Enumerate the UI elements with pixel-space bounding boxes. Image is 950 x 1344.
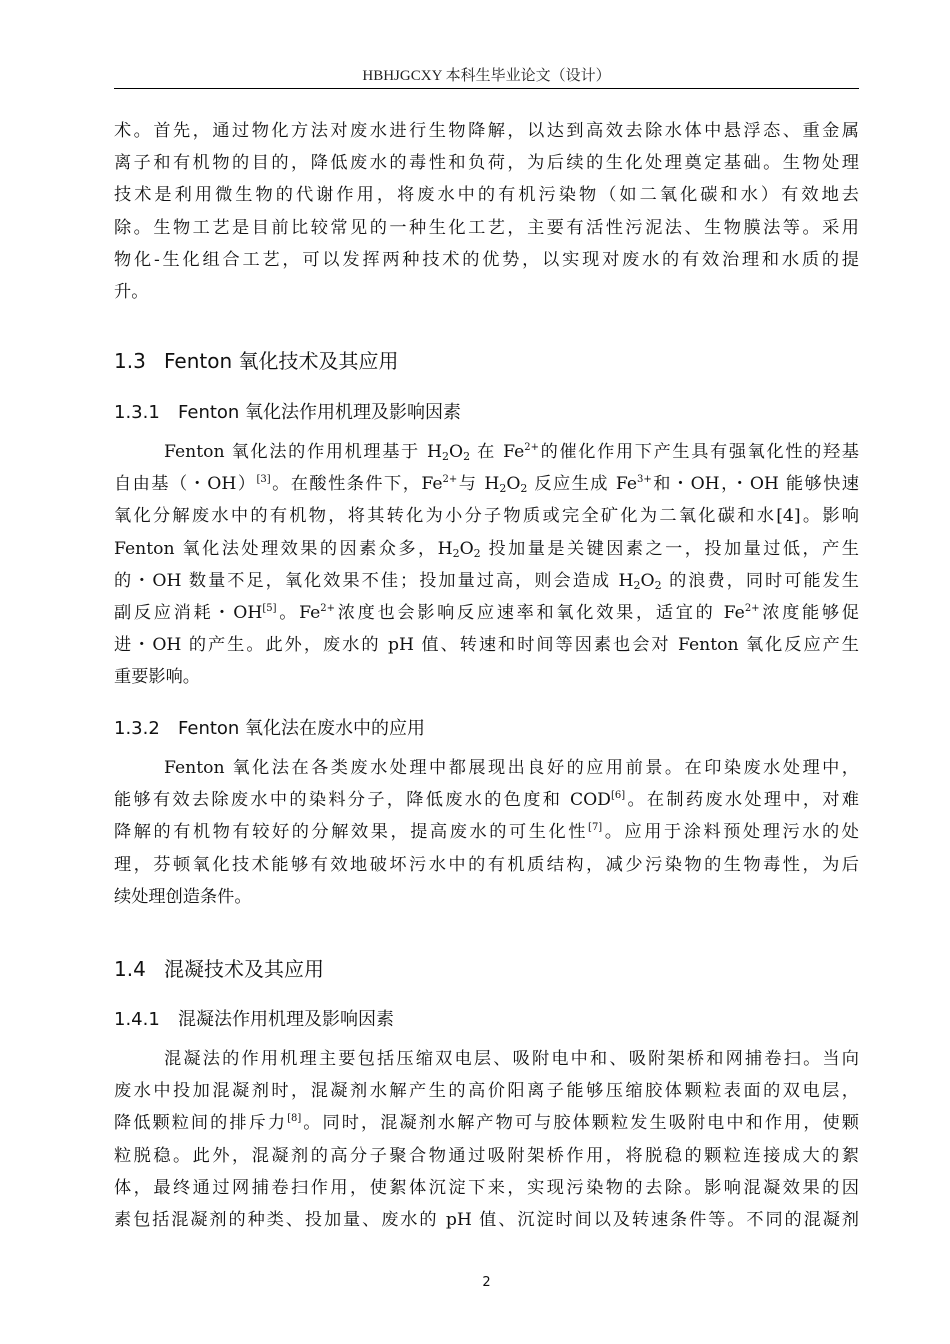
paragraph-line: 降解的有机物有较好的分解效果，提高废水的可生化性[7]。应用于涂料预处理污水的处	[114, 822, 859, 843]
superscript: 2+	[442, 474, 458, 486]
heading-title: 混凝法作用机理及影响因素	[178, 1009, 394, 1030]
paragraph-line: 体，最终通过网捕卷扫作用，使絮体沉淀下来，实现污染物的去除。影响混凝效果的因	[114, 1177, 859, 1198]
heading-title: 混凝技术及其应用	[164, 957, 324, 981]
subscript: 2	[473, 546, 481, 560]
superscript: 2+	[744, 603, 760, 614]
paragraph-line: 物化-生化组合工艺，可以发挥两种技术的优势，以实现对废水的有效治理和水质的提	[114, 249, 859, 270]
heading-title: Fenton 氧化法在废水中的应用	[178, 718, 426, 739]
superscript: [5]	[262, 603, 277, 614]
paragraph-line: 除。生物工艺是目前比较常见的一种生化工艺，主要有活性污泥法、生物膜法等。采用	[114, 217, 859, 238]
paragraph-line: 重要影响。	[114, 667, 200, 688]
paragraph-line: 粒脱稳。此外，混凝剂的高分子聚合物通过吸附架桥作用，将脱稳的颗粒连接成大的絮	[114, 1145, 859, 1166]
page-number: 2	[482, 1275, 491, 1290]
paragraph-line: 术。首先，通过物化方法对废水进行生物降解，以达到高效去除水体中悬浮态、重金属	[114, 121, 859, 141]
superscript: 2+	[524, 442, 539, 453]
subscript: 2	[499, 482, 507, 496]
heading-number: 1.3.2	[114, 718, 160, 739]
subscript: 2	[520, 482, 528, 496]
paragraph-line: 副反应消耗・OH[5]。$Fe^{2+}$浓度也会影响反应速率和氧化效果，适宜的 $Fe^{2+}$浓度能够促	[114, 603, 859, 623]
paragraph-line: 能够有效去除废水中的染料分子，降低废水的色度和 COD[6]。在制药废水处理中，对难	[114, 790, 859, 811]
subscript: 2	[633, 578, 641, 592]
paragraph-line: 进・OH 的产生。此外，废水的 pH 值、转速和时间等因素也会对 Fenton 氧化反应产生	[114, 635, 859, 656]
paragraph-line: 混凝法的作用机理主要包括压缩双电层、吸附电中和、吸附架桥和网捕卷扫。当向	[164, 1049, 859, 1069]
paragraph-line: 降低颗粒间的排斥力[8]。同时，混凝剂水解产物可与胶体颗粒发生吸附电中和作用，使颗	[114, 1113, 859, 1134]
superscript: 2+	[320, 603, 336, 614]
heading-number: 1.3	[114, 349, 146, 373]
page-header: HBHJGCXY 本科生毕业论文（设计）	[114, 66, 859, 89]
subscript: 2	[654, 578, 662, 592]
paragraph-line: 废水中投加混凝剂时，混凝剂水解产生的高价阳离子能够压缩胶体颗粒表面的双电层，	[114, 1081, 859, 1102]
heading-title: Fenton 氧化技术及其应用	[164, 349, 399, 373]
heading-title: Fenton 氧化法作用机理及影响因素	[178, 402, 462, 423]
paragraph-line: 续处理创造条件。	[114, 886, 252, 907]
subsection-heading	[114, 398, 461, 424]
paragraph-line: 离子和有机物的目的，降低废水的毒性和负荷，为后续的生化处理奠定基础。生物处理	[114, 153, 859, 174]
paragraph-line: Fenton 氧化法处理效果的因素众多，$H_2O_2$ 投加量是关键因素之一，投加量过低，产生	[114, 538, 859, 560]
section-heading	[114, 953, 324, 982]
paragraph-line: 理，芬顿氧化技术能够有效地破坏污水中的有机质结构，减少污染物的生物毒性，为后	[114, 854, 859, 875]
heading-number: 1.4	[114, 957, 146, 981]
paragraph-line: 氧化分解废水中的有机物，将其转化为小分子物质或完全矿化为二氧化碳和水[4]。影响	[114, 506, 859, 527]
paragraph-line: Fenton 氧化法的作用机理基于 $H_2O_2$ 在 $Fe^{2+}$的催化作用下产生具有强氧化性的羟基	[164, 442, 859, 463]
subscript: 2	[441, 450, 449, 463]
paragraph-line: 素包括混凝剂的种类、投加量、废水的 pH 值、沉淀时间以及转速条件等。不同的混凝剂	[114, 1210, 859, 1230]
subscript: 2	[463, 450, 471, 463]
heading-number: 1.4.1	[114, 1009, 160, 1030]
subscript: 2	[452, 546, 460, 560]
paragraph-line: 技术是利用微生物的代谢作用，将废水中的有机污染物（如二氧化碳和水）有效地去	[114, 185, 859, 206]
paragraph-line: 升。	[114, 282, 149, 302]
subsection-heading	[114, 1005, 394, 1031]
heading-number: 1.3.1	[114, 402, 160, 423]
superscript: [7]	[588, 822, 603, 834]
superscript: [8]	[287, 1113, 302, 1125]
superscript: [6]	[610, 790, 626, 802]
paragraph-line: 自由基（・OH）[3]。在酸性条件下，$Fe^{2+}$与 $H_2O_2$ 反应生成 $Fe^{3+}$和・OH，・OH 能够快速	[114, 474, 859, 496]
section-heading	[114, 345, 399, 374]
superscript: 3+	[637, 474, 652, 486]
paragraph-line: Fenton 氧化法在各类废水处理中都展现出良好的应用前景。在印染废水处理中，	[164, 758, 859, 778]
paragraph-line: 的・OH 数量不足，氧化效果不佳；投加量过高，则会造成 $H_2O_2$ 的浪费，同时可能发生	[114, 570, 859, 592]
superscript: [3]	[256, 474, 271, 486]
subsection-heading	[114, 714, 425, 740]
